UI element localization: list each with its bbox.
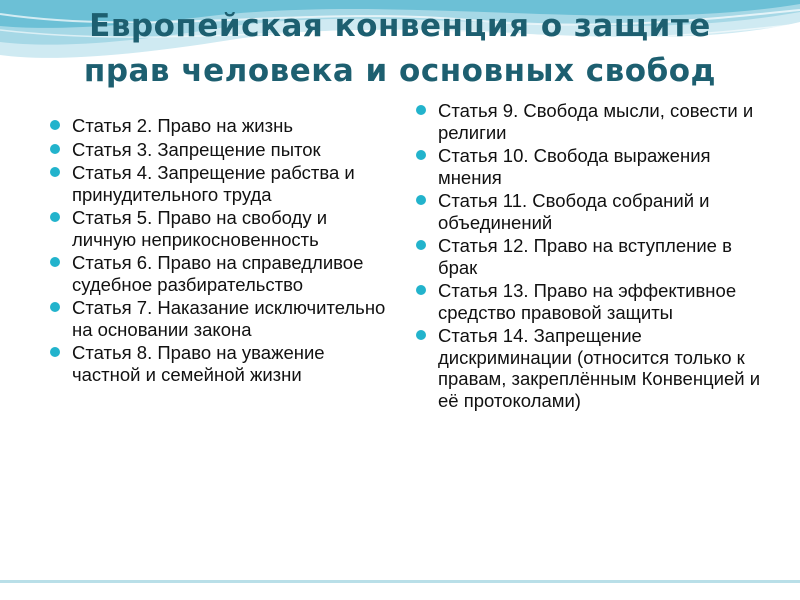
bullet-icon xyxy=(416,330,426,340)
bullet-icon xyxy=(50,257,60,267)
list-item-text: Статья 10. Свобода выражения мнения xyxy=(438,145,711,188)
list-item-text: Статья 4. Запрещение рабства и принудительного труда xyxy=(72,162,355,205)
list-item xyxy=(48,162,388,205)
bullet-icon xyxy=(50,347,60,357)
right-article-list xyxy=(414,100,764,413)
bullet-icon xyxy=(50,120,60,130)
list-item xyxy=(414,235,764,278)
list-item xyxy=(414,145,764,188)
list-item-text: Статья 8. Право на уважение частной и семейной жизни xyxy=(72,342,325,385)
list-item-text: Статья 12. Право на вступление в брак xyxy=(438,235,732,278)
list-item-text: Статья 11. Свобода собраний и объединений xyxy=(438,190,710,233)
list-item xyxy=(48,297,388,340)
title-line-1: Европейская конвенция о защите xyxy=(89,8,711,44)
list-item xyxy=(414,190,764,233)
list-item-text: Статья 9. Свобода мысли, совести и религии xyxy=(438,100,754,143)
bullet-icon xyxy=(50,212,60,222)
list-item-text: Статья 6. Право на справедливое судебное разбирательство xyxy=(72,252,364,295)
list-item xyxy=(414,325,764,411)
list-item-text: Статья 7. Наказание исключительно на основании закона xyxy=(72,297,386,340)
list-item-text: Статья 14. Запрещение дискриминации (относится только к правам, закреплённым Конвенцией и её протоколами) xyxy=(438,325,761,411)
bullet-icon xyxy=(416,105,426,115)
slide-title xyxy=(20,4,780,94)
bullet-icon xyxy=(50,144,60,154)
list-item xyxy=(414,280,764,323)
list-item xyxy=(48,252,388,295)
list-item xyxy=(414,100,764,143)
bullet-icon xyxy=(50,167,60,177)
list-item xyxy=(48,139,388,161)
list-item-text: Статья 3. Запрещение пыток xyxy=(72,138,321,160)
bullet-icon xyxy=(416,195,426,205)
list-item xyxy=(48,115,388,137)
list-item xyxy=(48,207,388,250)
title-line-2: прав человека и основных свобод xyxy=(83,53,717,89)
list-item-text: Статья 2. Право на жизнь xyxy=(72,115,293,136)
list-item-text: Статья 13. Право на эффективное средство правовой защиты xyxy=(438,280,737,323)
bullet-icon xyxy=(416,285,426,295)
list-item-text: Статья 5. Право на свободу и личную неприкосновенность xyxy=(72,207,328,250)
bullet-icon xyxy=(416,150,426,160)
list-item xyxy=(48,342,388,385)
bullet-icon xyxy=(416,240,426,250)
bullet-icon xyxy=(50,302,60,312)
footer-divider xyxy=(0,580,800,583)
left-article-list xyxy=(48,115,388,387)
